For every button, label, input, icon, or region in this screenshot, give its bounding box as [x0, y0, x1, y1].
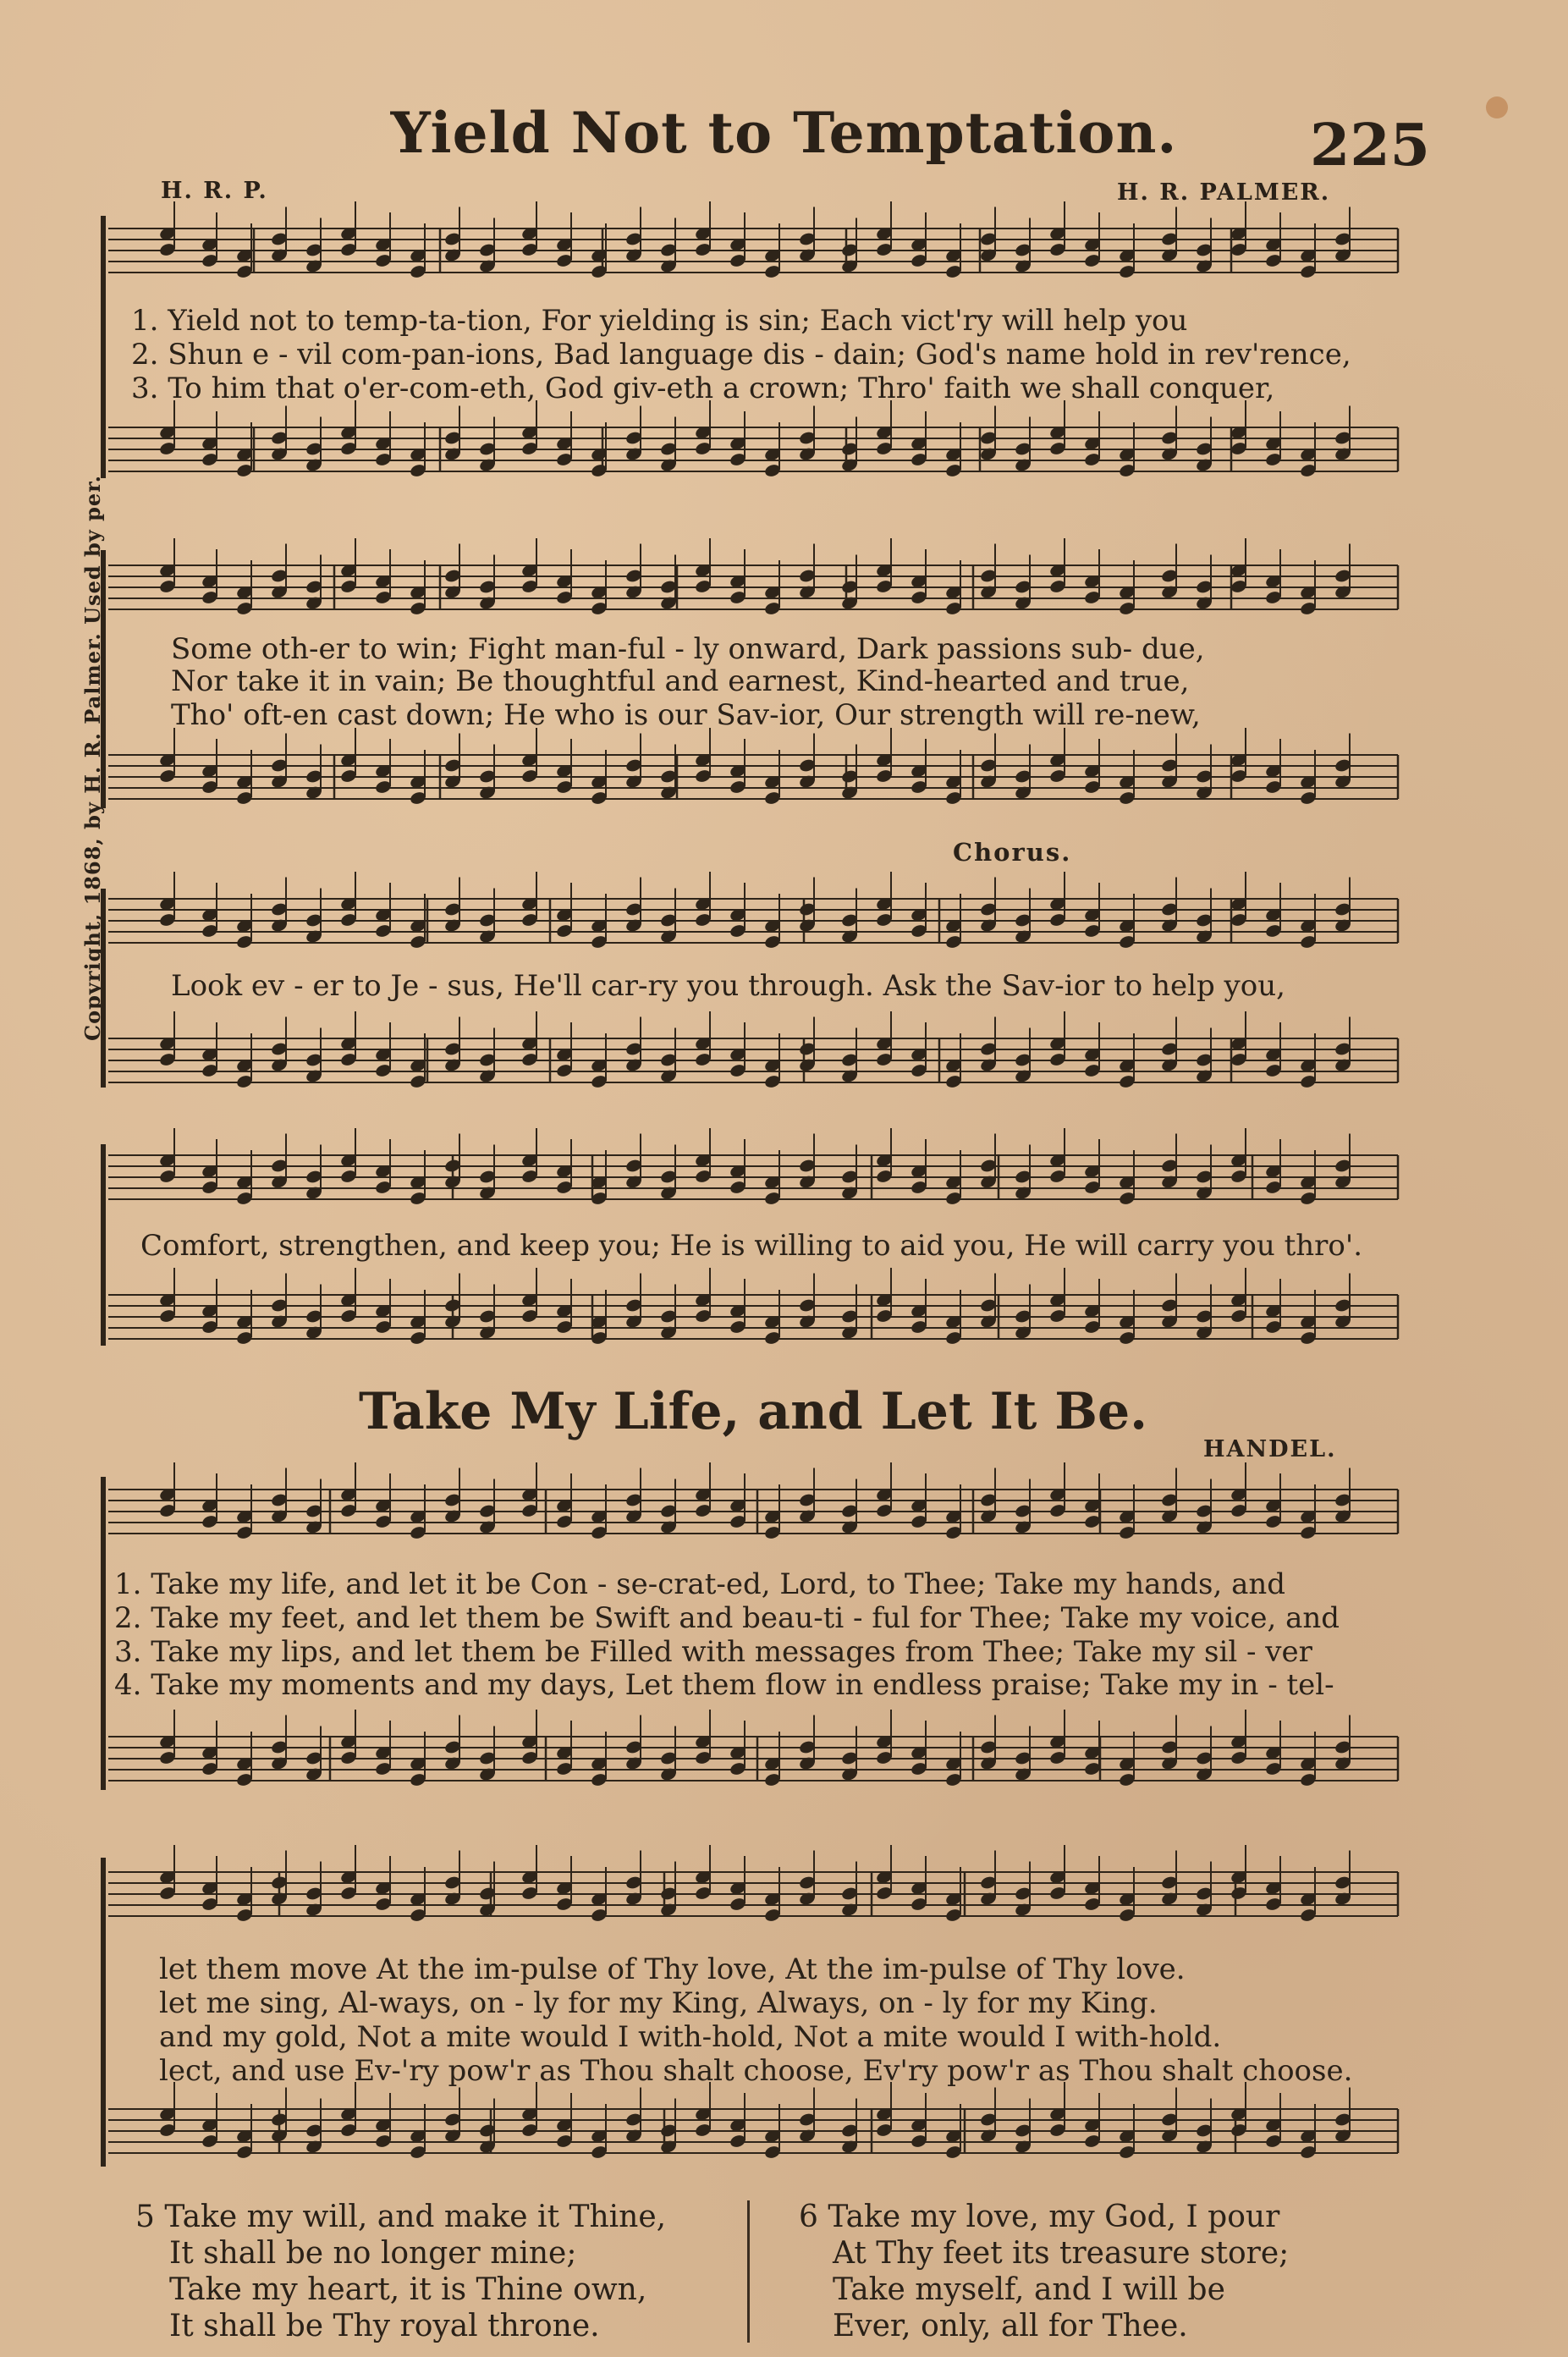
stanza-6 — [799, 2199, 1289, 2344]
hymn1-chorus-line: Comfort, strengthen, and keep you; He is willing to aid you, He will carry you thro'. — [140, 1229, 1363, 1263]
hymn1-title: Yield Not to Temptation. — [390, 100, 1178, 166]
hymn1-lyric-line: 2. Shun e - vil com-pan-ions, Bad language dis - dain; God's name hold in rev'rence, — [131, 338, 1351, 372]
hymn1-words-credit: H. R. P. — [161, 178, 268, 204]
hymn2-system2-bass — [108, 2082, 1398, 2160]
hymn1-lyric-line: Tho' oft-en cast down; He who is our Sav-ior, Our strength will re-new, — [171, 698, 1201, 732]
hymn1-lyric-line: 1. Yield not to temp-ta-tion, For yielding is sin; Each vict'ry will help you — [131, 304, 1188, 338]
hymn1-system2-treble — [108, 538, 1398, 616]
stanza-line: Ever, only, all for Thee. — [833, 2309, 1188, 2343]
hymn1-music-credit: H. R. PALMER. — [1117, 179, 1331, 206]
hymn2-system1-treble — [108, 1462, 1398, 1540]
hymn1-lyric-line: Some oth-er to win; Fight man-ful - ly onward, Dark passions sub- due, — [171, 632, 1205, 666]
hymn1-lyric-line: Nor take it in vain; Be thoughtful and earnest, Kind-hearted and true, — [171, 664, 1190, 698]
hymn2-lyric-line: let them move At the im-pulse of Thy love, At the im-pulse of Thy love. — [159, 1952, 1186, 1986]
stanza-divider — [747, 2200, 750, 2343]
hymn2-lyric-line: 1. Take my life, and let it be Con - se-crat-ed, Lord, to Thee; Take my hands, and — [114, 1567, 1286, 1601]
hymn1-system3-bass — [108, 1011, 1398, 1089]
hymn2-lyric-line: 2. Take my feet, and let them be Swift and beau-ti - ful for Thee; Take my voice, and — [114, 1601, 1340, 1635]
hymn1-system4-treble — [108, 1128, 1398, 1206]
stanza-line: 6 Take my love, my God, I pour — [799, 2200, 1280, 2234]
hymn2-lyric-line: and my gold, Not a mite would I with-hold, Not a mite would I with-hold. — [159, 2020, 1222, 2054]
hymn2-lyric-line: let me sing, Al-ways, on - ly for my King, Always, on - ly for my King. — [159, 1986, 1158, 2020]
stanza-line: At Thy feet its treasure store; — [833, 2236, 1290, 2271]
page-number: 225 — [1310, 112, 1430, 179]
chorus-label: Chorus. — [953, 838, 1072, 867]
hymn1-system1-bass — [108, 400, 1398, 478]
stanza-5 — [135, 2199, 666, 2344]
hymn2-system1-bass — [108, 1710, 1398, 1787]
hymn2-music-credit: HANDEL. — [1203, 1436, 1337, 1462]
hymn2-lyric-line: 4. Take my moments and my days, Let them flow in endless praise; Take my in - tel- — [114, 1668, 1334, 1702]
hymn2-title: Take My Life, and Let It Be. — [358, 1382, 1148, 1441]
stanza-line: Take myself, and I will be — [833, 2272, 1225, 2307]
stanza-line: It shall be no longer mine; — [169, 2236, 577, 2271]
stanza-line: 5 Take my will, and make it Thine, — [135, 2200, 667, 2234]
stanza-line: Take my heart, it is Thine own, — [169, 2272, 647, 2307]
hymn1-lyric-line: 3. To him that o'er-com-eth, God giv-eth a crown; Thro' faith we shall conquer, — [131, 372, 1275, 405]
hymn1-system3-treble — [108, 872, 1398, 950]
hymn2-system2-treble — [108, 1845, 1398, 1923]
hymn1-chorus-line: Look ev - er to Je - sus, He'll car-ry you through. Ask the Sav-ior to help you, — [171, 969, 1285, 1003]
hymn1-system2-bass — [108, 728, 1398, 806]
hymn2-lyric-line: lect, and use Ev-'ry pow'r as Thou shalt choose, Ev'ry pow'r as Thou shalt choose. — [159, 2054, 1353, 2088]
copyright-notice: Copyright, 1868, by H. R. Palmer. Used by per. — [80, 475, 105, 1041]
hymn1-system1-treble — [108, 201, 1398, 279]
hymn1-system4-bass — [108, 1268, 1398, 1346]
hymn2-lyric-line: 3. Take my lips, and let them be Filled with messages from Thee; Take my sil - ver — [114, 1635, 1312, 1669]
stanza-line: It shall be Thy royal throne. — [169, 2309, 600, 2343]
